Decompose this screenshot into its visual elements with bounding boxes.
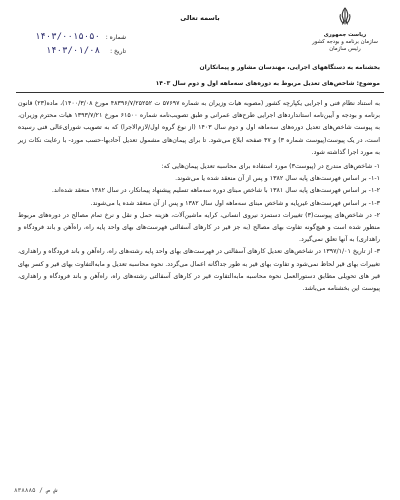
date-row bbox=[14, 44, 126, 58]
letter-meta bbox=[14, 30, 126, 58]
date-value: ۱۴۰۳/۰۱/۰۸ bbox=[45, 46, 100, 56]
divider bbox=[16, 92, 384, 93]
item-1-2: ۱-۲- بر اساس فهرست‌های پایه سال ۱۳۸۱ با شاخص مبنای دوره سه‌ماهه تسلیم پیشنهاد پیمانکار، در سال ۱۳۸۲ منعقد شده‌اند. bbox=[51, 187, 380, 195]
org-line-3: رئیس سازمان bbox=[329, 46, 361, 52]
date-label: تاریخ : bbox=[110, 47, 126, 55]
org-line-1: ریاست جمهوری bbox=[323, 32, 367, 38]
recipient-line: بخشنامه به دستگاههای اجرایی، مهندسان مشاور و پیمانکاران bbox=[199, 64, 380, 71]
letter-body bbox=[18, 98, 380, 295]
subject-line: موضوع: شاخص‌های تعدیل مربوط به دوره‌های سه‌ماهه اول و دوم سال ۱۴۰۳ bbox=[155, 80, 380, 87]
intro-paragraph: به استناد نظام فنی و اجرایی یکپارچه کشور (مصوبه هیات وزیران به شماره ۵۷۶۹۷ ت ۴۸۳۹۶/۷/۲۵۲۵۲ مورخ ۱۴۰۰/۳/۰۸)، ماده(۲۳) قانون برنامه و بودجه و آیین‌نامه استانداردهای اجرایی طرح‌های عمرانی و طبق تصویب‌نامه شماره ۶۱۵۰۰ مورخ ۱۳۹۳/۷/۲۱ هیات محترم وزیران، به پیوست شاخص‌های تعدیل دوره‌های سه‌ماهه اول و دوم سال ۱۴۰۳ (از نوع گروه اول/لازم‌الاجرا) که به تصویب شورای‌عالی فنی رسیده است، در یک پیوست(پیوست شماره ۳) و ۴۷ صفحه ابلاغ می‌شود. تا برای پیمان‌های مشمول تعدیل آحادبها-حسب مورد- با رعایت نکات زیر به مورد اجرا گذاشته شود. bbox=[18, 100, 381, 156]
item-1: ۱- شاخص‌های مندرج در (پیوست۳) مورد استفاده برای محاسبه تعدیل پیمان‌هایی که: bbox=[161, 163, 380, 171]
number-label: شماره : bbox=[105, 33, 126, 41]
number-row bbox=[14, 30, 126, 44]
number-value: ۱۴۰۳/۰۰۱۵۰۵۰ bbox=[34, 32, 100, 42]
item-2: ۲- در شاخص‌های پیوست(۳) تغییرات دستمزد نیروی انسانی، کرایه ماشین‌آلات، هزینه حمل و نقل و نرخ تمام مصالح در دوره‌های مربوط منظور شده است و هیچ‌گونه تفاوت بهای مصالح (به جز قیر در کارهای آسفالتی فهرست‌های بهای واحد پایه راه، راه‌آهن و باند فرودگاه و راهداری) به آنها تعلق نمی‌گیرد. bbox=[18, 211, 380, 244]
item-3: ۳- از تاریخ ۱۳۹۷/۱/۰۱ در شاخص‌های تعدیل کارهای آسفالتی در فهرست‌های بهای واحد پایه رشته‌های راه، راه‌آهن و باند فرودگاه و راهداری، تغییرات بهای قیر لحاظ نمی‌شود و تفاوت بهای قیر به طور جداگانه اعمال می‌گردد. نحوه محاسبه تعدیل و مابه‌التفاوت بهای قیر و کسر بهای قیر های تحویلی مطابق دستورالعمل نحوه محاسبه مابه‌التفاوت قیر در کارهای آسفالتی رشته‌های راه، راه‌آهن و باند فرودگاه و راهداری، پیوست این بخشنامه می‌باشد. bbox=[18, 248, 380, 293]
footer-mark: ش ص / ۸۳۸۸۸۵ bbox=[14, 487, 58, 494]
item-1-1: ۱-۱- بر اساس فهرست‌های پایه سال ۱۳۸۲ و پس از آن منعقد شده یا می‌شوند. bbox=[175, 175, 380, 183]
item-1-3: ۱-۳- بر اساس فهرست‌های غیرپایه و شاخص مبنای سه‌ماهه اول سال ۱۳۸۲ و پس از آن منعقد شده یا می‌شوند. bbox=[90, 199, 380, 207]
ba-taali-heading: باسمه تعالی bbox=[180, 14, 220, 22]
org-line-2: سازمان برنامه و بودجه کشور bbox=[312, 39, 378, 45]
